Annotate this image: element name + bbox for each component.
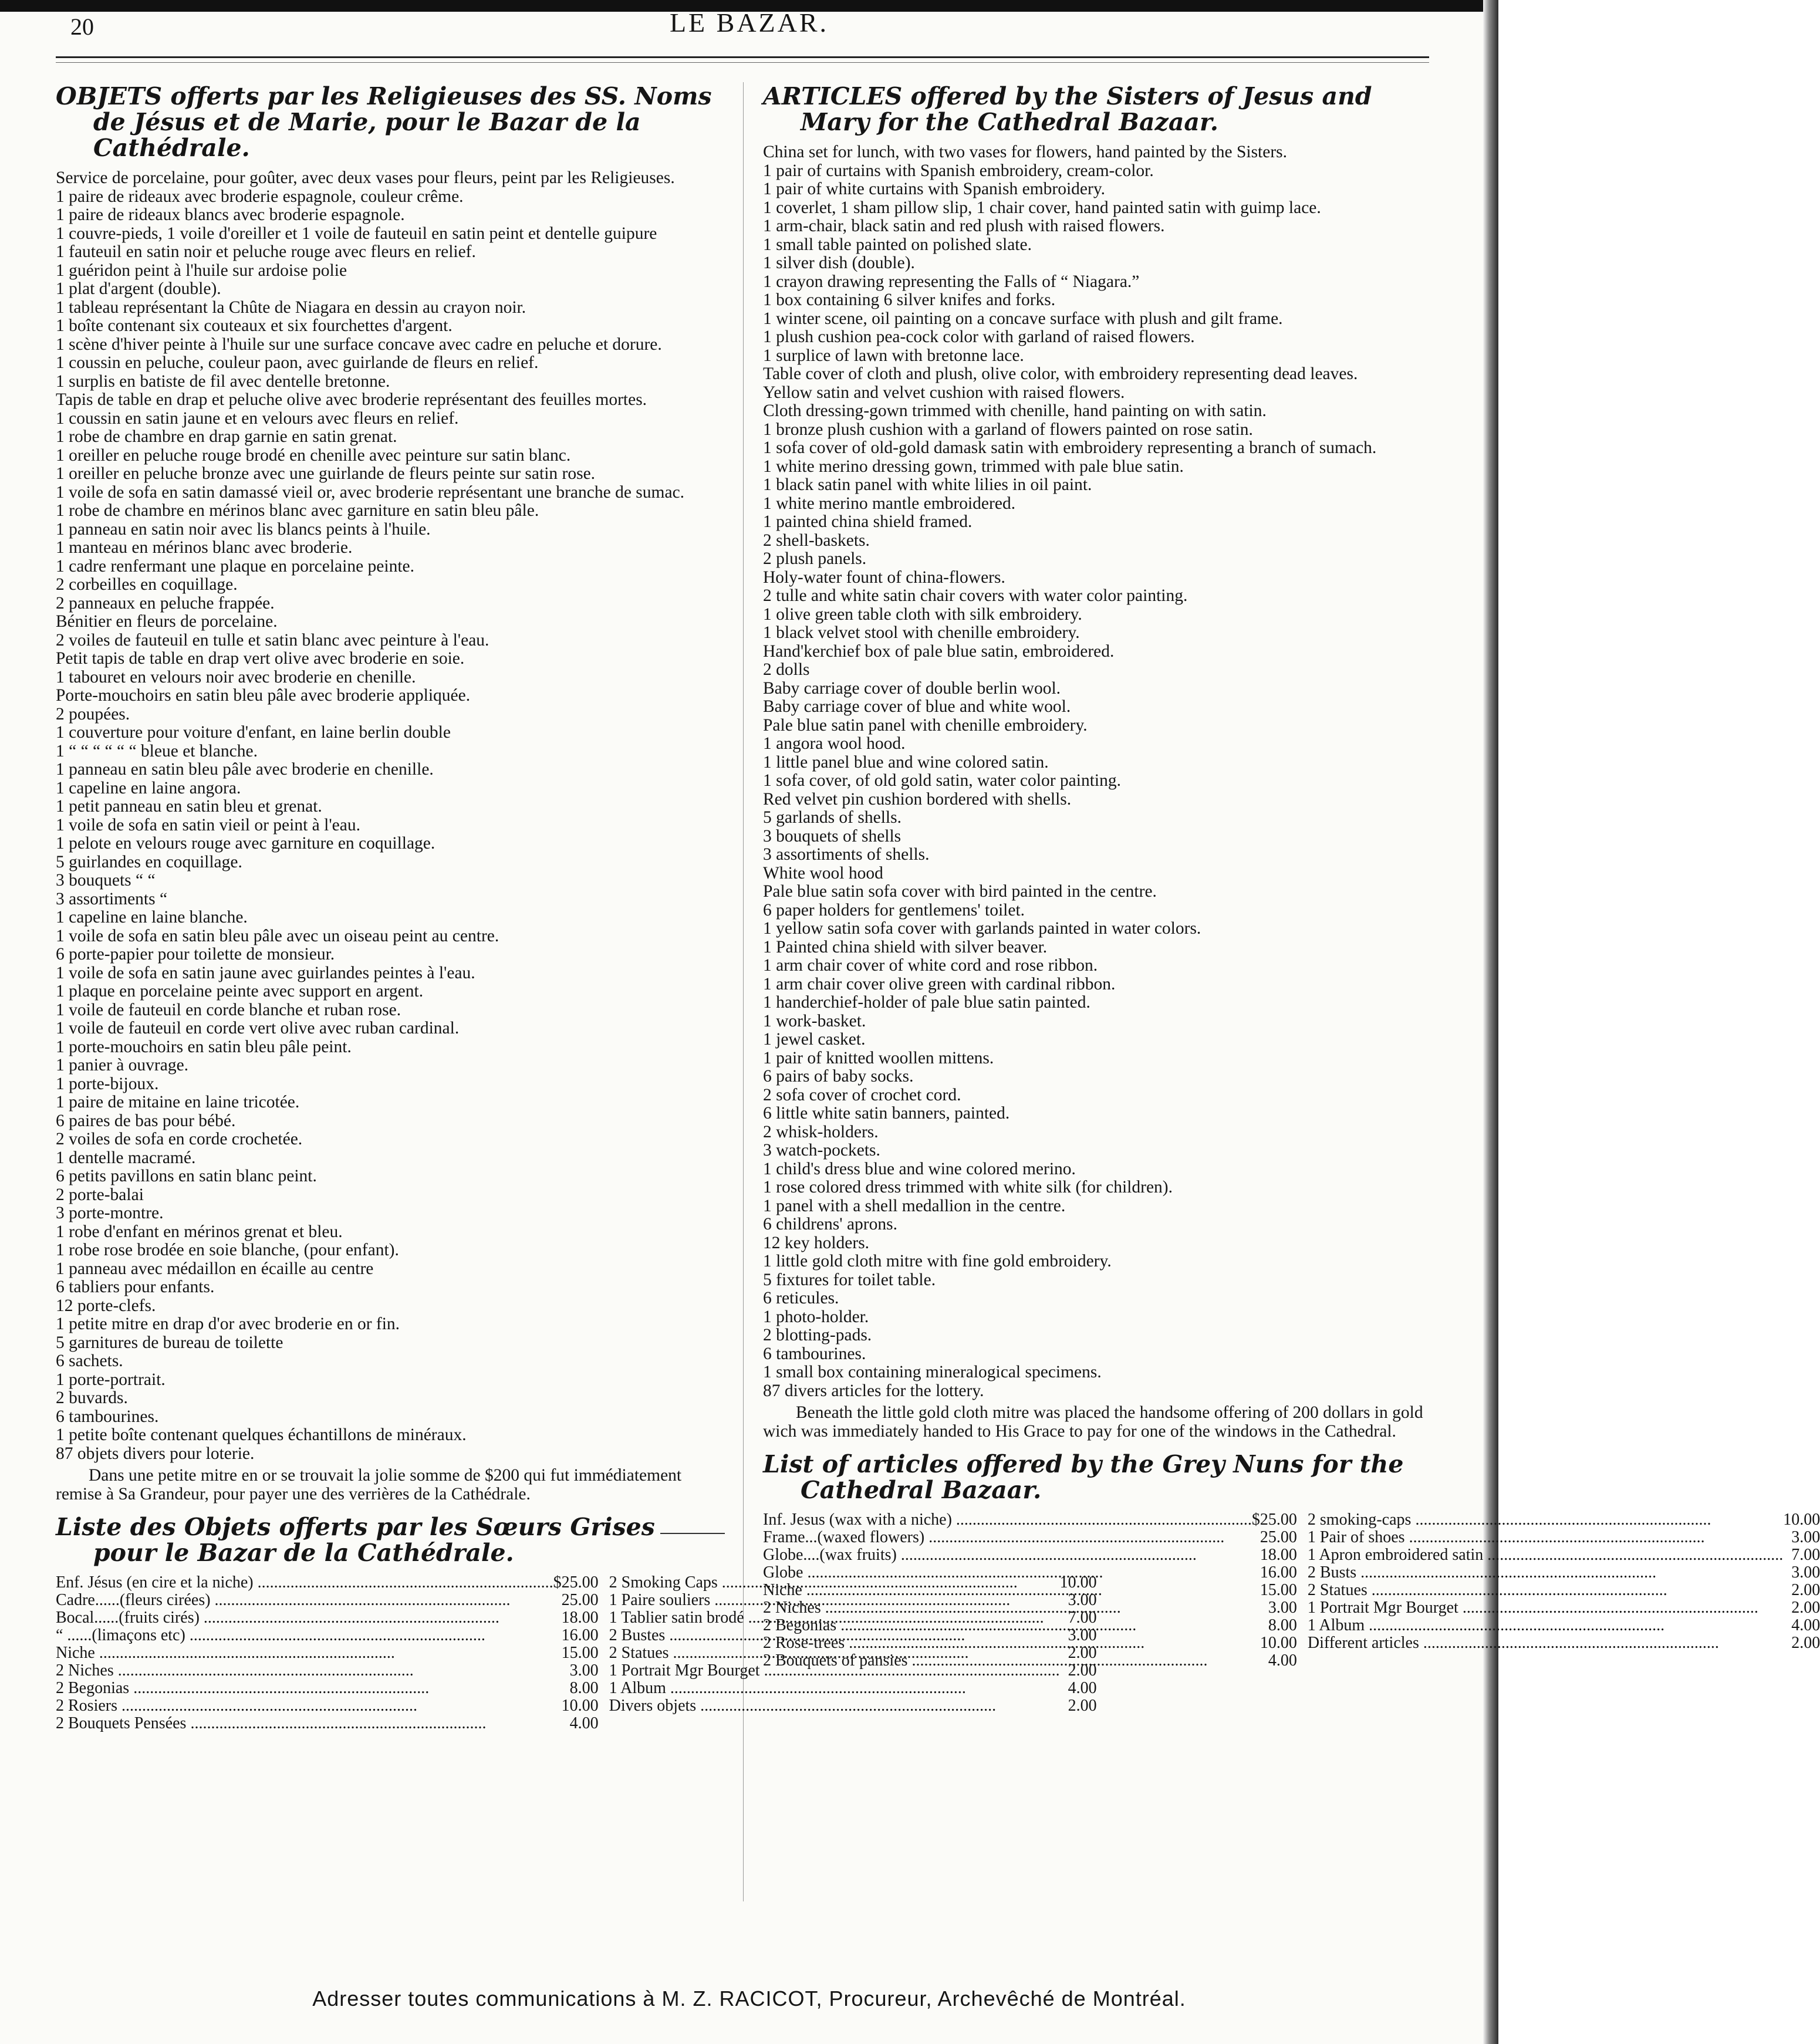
price-amount: 4.00: [569, 1714, 599, 1732]
list-item: 3 watch-pockets.: [763, 1141, 880, 1160]
list-item: 1 couvre-pieds, 1 voile d'oreiller et 1 voile de fauteuil en satin peint et dentelle guipure: [56, 224, 657, 243]
price-item-label: 2 Rosiers .....: [56, 1697, 553, 1715]
price-amount: 4.00: [1268, 1651, 1297, 1670]
price-amount: 7.00: [1791, 1546, 1820, 1564]
list-item: Service de porcelaine, pour goûter, avec deux vases pour fleurs, peint par les Religieuses.: [56, 168, 675, 187]
list-item: 1 jewel casket.: [763, 1030, 866, 1049]
price-row: [56, 1680, 1097, 1697]
price-amount: 2.00: [1791, 1634, 1820, 1652]
list-item: 2 corbeilles en coquillage.: [56, 575, 238, 594]
list-item: 6 childrens' aprons.: [763, 1215, 897, 1234]
list-item: 1 robe de chambre en mérinos blanc avec garniture en satin bleu pâle.: [56, 501, 539, 520]
list-item: 2 sofa cover of crochet cord.: [763, 1085, 961, 1104]
list-item: 1 box containing 6 silver knifes and forks.: [763, 290, 1056, 309]
price-item-label: Globe....(wax fruits) .....: [763, 1546, 1252, 1564]
list-item: 1 “ “ “ “ “ “ bleue et blanche.: [56, 741, 258, 761]
price-item-label: 2 Statues .....: [609, 1644, 1060, 1662]
price-amount: 2.00: [1068, 1644, 1097, 1662]
list-item: 1 surplice of lawn with bretonne lace.: [763, 346, 1024, 365]
price-amount: 8.00: [569, 1679, 599, 1697]
list-item: 3 assortiments “: [56, 889, 168, 908]
page-edge-shadow: [1483, 0, 1498, 2044]
price-item-label: 1 Portrait Mgr Bourget .....: [609, 1662, 1060, 1680]
price-item-label: Frame...(waxed flowers) .....: [763, 1529, 1252, 1546]
price-item-label: Divers objets .....: [609, 1697, 1060, 1715]
list-item: 2 shell-baskets.: [763, 531, 870, 550]
price-item-label: “ ......(limaçons etc) .....: [56, 1627, 553, 1644]
list-item: 1 voile de fauteuil en corde vert olive avec ruban cardinal.: [56, 1019, 460, 1038]
list-item: 1 handerchief-holder of pale blue satin painted.: [763, 993, 1090, 1012]
list-item: 5 guirlandes en coquillage.: [56, 852, 242, 871]
list-item: White wool hood: [763, 863, 883, 883]
list-item: Pale blue satin sofa cover with bird painted in the centre.: [763, 882, 1157, 901]
list-item: 1 arm chair cover olive green with cardinal ribbon.: [763, 974, 1116, 994]
price-amount: 2.00: [1068, 1697, 1097, 1715]
list-item: 1 arm-chair, black satin and red plush with raised flowers.: [763, 217, 1165, 235]
list-item: 1 voile de sofa en satin jaune avec guirlandes peintes à l'eau.: [56, 963, 475, 982]
list-item: 1 coussin en satin jaune et en velours avec fleurs en relief.: [56, 408, 459, 428]
list-item: 2 voiles de fauteuil en tulle et satin blanc avec peinture à l'eau.: [56, 630, 489, 650]
list-item: 1 pair of curtains with Spanish embroidery, cream-color.: [763, 161, 1154, 180]
price-amount: $25.00: [553, 1573, 599, 1592]
list-item: 2 porte-balai: [56, 1185, 144, 1204]
price-item-label: 2 Bouquets Pensées .....: [56, 1715, 553, 1732]
list-item: 1 arm chair cover of white cord and rose ribbon.: [763, 956, 1098, 975]
price-item-label: Cadre......(fleurs cirées) .....: [56, 1592, 553, 1609]
list-item: 2 panneaux en peluche frappée.: [56, 593, 275, 613]
page-number: 20: [70, 13, 94, 40]
price-item-label: Niche .....: [763, 1582, 1252, 1599]
list-item: 1 capeline en laine blanche.: [56, 908, 248, 927]
list-item: 1 boîte contenant six couteaux et six fourchettes d'argent.: [56, 316, 453, 335]
price-amount: 7.00: [1068, 1609, 1097, 1627]
list-item: 1 voile de sofa en satin damassé vieil or, avec broderie représentant une branche de sumac.: [56, 482, 685, 502]
list-item: 1 sofa cover, of old gold satin, water color painting.: [763, 771, 1121, 790]
price-row: [56, 1697, 1097, 1715]
list-item: 2 tulle and white satin chair covers with water color painting.: [763, 586, 1188, 605]
list-item: 1 yellow satin sofa cover with garlands painted in water colors.: [763, 919, 1201, 938]
right-item-list: [763, 143, 1429, 1400]
price-amount: 18.00: [561, 1609, 599, 1627]
list-item: Holy-water fount of china-flowers.: [763, 567, 1005, 587]
list-item: 3 assortiments of shells.: [763, 845, 930, 864]
list-item: 2 buvards.: [56, 1388, 128, 1407]
price-row: [763, 1599, 1820, 1617]
list-item: 1 manteau en mérinos blanc avec broderie.: [56, 538, 353, 557]
price-row: [763, 1511, 1820, 1529]
price-item-label: 2 Begonias .....: [763, 1617, 1252, 1634]
price-row: [763, 1617, 1820, 1634]
price-amount: 10.00: [1260, 1634, 1297, 1652]
list-item: Baby carriage cover of double berlin wool.: [763, 678, 1061, 698]
footer-address: Adresser toutes communications à M. Z. RACICOT, Procureur, Archevêché de Montréal.: [312, 1986, 1186, 2011]
list-item: 1 paire de rideaux avec broderie espagnole, couleur crême.: [56, 187, 464, 206]
list-item: Baby carriage cover of blue and white wool.: [763, 697, 1071, 716]
list-item: 5 fixtures for toilet table.: [763, 1270, 936, 1289]
list-item: 1 porte-mouchoirs en satin bleu pâle peint.: [56, 1037, 352, 1056]
list-item: 2 whisk-holders.: [763, 1122, 879, 1141]
price-amount: 2.00: [1068, 1661, 1097, 1680]
price-item-label: Inf. Jesus (wax with a niche) .....: [763, 1511, 1252, 1529]
list-item: Table cover of cloth and plush, olive color, with embroidery representing dead leaves.: [763, 364, 1358, 383]
list-item: 1 robe rose brodée en soie blanche, (pour enfant).: [56, 1241, 399, 1259]
left-note: Dans une petite mitre en or se trouvait la jolie somme de $200 qui fut immédiatement remise à Sa Grandeur, pour payer une des verrières de la Cathédrale.: [56, 1466, 682, 1504]
list-item: 1 olive green table cloth with silk embroidery.: [763, 604, 1082, 624]
price-amount: 4.00: [1791, 1616, 1820, 1634]
list-item: 1 voile de fauteuil en corde blanche et ruban rose.: [56, 1000, 401, 1019]
price-item-label: Niche .....: [56, 1644, 553, 1662]
list-item: 1 painted china shield framed.: [763, 512, 973, 531]
right-heading-grey-nuns: List of articles offered by the Grey Nuns for the Cathedral Bazaar.: [763, 1450, 1404, 1504]
list-item: 6 pairs of baby socks.: [763, 1067, 914, 1086]
list-item: China set for lunch, with two vases for flowers, hand painted by the Sisters.: [763, 143, 1288, 161]
list-item: 1 dentelle macramé.: [56, 1148, 196, 1167]
list-item: 1 cadre renfermant une plaque en porcelaine peinte.: [56, 556, 414, 576]
price-item-label: 2 Bouquets of pansies .....: [763, 1652, 1252, 1670]
list-item: 12 porte-clefs.: [56, 1296, 156, 1315]
list-item: 1 white merino dressing gown, trimmed with pale blue satin.: [763, 457, 1184, 476]
list-item: 1 panier à ouvrage.: [56, 1056, 189, 1075]
list-item: Red velvet pin cushion bordered with shells.: [763, 789, 1072, 809]
price-row: [763, 1546, 1820, 1564]
list-item: Cloth dressing-gown trimmed with chenille, hand painting on with satin.: [763, 401, 1267, 420]
price-amount: 25.00: [561, 1591, 599, 1609]
list-item: 6 sachets.: [56, 1352, 123, 1370]
list-item: 87 objets divers pour loterie.: [56, 1444, 255, 1463]
list-item: 1 plaque en porcelaine peinte avec support en argent.: [56, 982, 424, 1001]
list-item: 1 capeline en laine angora.: [56, 778, 241, 798]
list-item: 6 reticules.: [763, 1289, 839, 1308]
list-item: 1 small box containing mineralogical specimens.: [763, 1363, 1102, 1381]
list-item: 2 poupées.: [56, 704, 130, 724]
price-amount: 3.00: [569, 1661, 599, 1680]
price-row: [763, 1634, 1820, 1652]
list-item: Petit tapis de table en drap vert olive avec broderie en soie.: [56, 649, 465, 668]
list-item: 1 couverture pour voiture d'enfant, en laine berlin double: [56, 723, 451, 742]
list-item: 2 plush panels.: [763, 549, 867, 568]
list-item: 1 robe de chambre en drap garnie en satin grenat.: [56, 427, 397, 446]
price-item-label: 2 Rose-trees .....: [763, 1634, 1252, 1652]
price-amount: 3.00: [1068, 1626, 1097, 1644]
price-item-label: Globe .....: [763, 1564, 1252, 1582]
price-row: [56, 1715, 1097, 1732]
list-item: 1 child's dress blue and wine colored merino.: [763, 1159, 1076, 1178]
list-item: 1 pair of white curtains with Spanish embroidery.: [763, 180, 1106, 198]
list-item: 1 coussin en peluche, couleur paon, avec guirlande de fleurs en relief.: [56, 353, 539, 372]
list-item: 1 bronze plush cushion with a garland of flowers painted on rose satin.: [763, 420, 1253, 439]
header-rule-thin: [56, 62, 1429, 63]
list-item: 1 porte-bijoux.: [56, 1074, 159, 1093]
price-item-label: Bocal......(fruits cirés) .....: [56, 1609, 553, 1627]
list-item: 1 rose colored dress trimmed with white silk (for children).: [763, 1178, 1173, 1197]
price-amount: 15.00: [561, 1644, 599, 1662]
list-item: 1 petite mitre en drap d'or avec broderie en or fin.: [56, 1315, 400, 1333]
list-item: Hand'kerchief box of pale blue satin, embroidered.: [763, 641, 1115, 661]
price-item-label: 2 Niches .....: [56, 1662, 553, 1680]
list-item: 1 guéridon peint à l'huile sur ardoise polie: [56, 261, 347, 280]
list-item: 1 surplis en batiste de fil avec dentelle bretonne.: [56, 371, 390, 391]
header-rule: [56, 56, 1429, 58]
list-item: 6 paires de bas pour bébé.: [56, 1111, 236, 1130]
list-item: Yellow satin and velvet cushion with raised flowers.: [763, 383, 1125, 402]
list-item: 1 voile de sofa en satin vieil or peint à l'eau.: [56, 815, 360, 835]
list-item: 1 porte-portrait.: [56, 1370, 166, 1389]
right-heading-sisters: ARTICLES offered by the Sisters of Jesus and Mary for the Cathedral Bazaar.: [763, 82, 1372, 136]
price-item-label: 1 Paire souliers .....: [609, 1592, 1060, 1609]
price-item-label: 1 Pair of shoes .....: [1308, 1529, 1783, 1546]
list-item: 1 plush cushion pea-cock color with garland of raised flowers.: [763, 327, 1195, 346]
list-item: 1 black satin panel with white lilies in oil paint.: [763, 475, 1092, 494]
list-item: Porte-mouchoirs en satin bleu pâle avec broderie appliquée.: [56, 686, 471, 705]
list-item: 1 small table painted on polished slate.: [763, 235, 1032, 254]
price-amount: 8.00: [1268, 1616, 1297, 1634]
list-item: 5 garnitures de bureau de toilette: [56, 1333, 283, 1352]
price-item-label: 1 Apron embroidered satin .....: [1308, 1546, 1783, 1564]
price-item-label: 2 Statues .....: [1308, 1582, 1783, 1599]
list-item: 1 angora wool hood.: [763, 734, 906, 753]
list-item: 1 coverlet, 1 sham pillow slip, 1 chair cover, hand painted satin with guimp lace.: [763, 198, 1321, 217]
list-item: 1 black velvet stool with chenille embroidery.: [763, 623, 1080, 642]
list-item: 1 robe d'enfant en mérinos grenat et bleu.: [56, 1222, 343, 1241]
list-item: 1 plat d'argent (double).: [56, 279, 221, 298]
price-item-label: 1 Album .....: [1308, 1617, 1783, 1634]
price-item-label: 2 Niches .....: [763, 1599, 1252, 1617]
price-item-label: 1 Portrait Mgr Bourget .....: [1308, 1599, 1783, 1617]
list-item: 2 dolls: [763, 660, 810, 679]
list-item: 1 oreiller en peluche bronze avec une guirlande de fleurs peinte sur satin rose.: [56, 464, 596, 483]
list-item: 1 panneau en satin noir avec lis blancs peints à l'huile.: [56, 519, 431, 539]
list-item: 1 Painted china shield with silver beaver.: [763, 937, 1048, 957]
list-item: 1 paire de rideaux blancs avec broderie espagnole.: [56, 205, 405, 224]
price-item-label: 2 Begonias .....: [56, 1680, 553, 1697]
list-item: 6 petits pavillons en satin blanc peint.: [56, 1167, 317, 1185]
price-item-label: 2 smoking-caps .....: [1308, 1511, 1783, 1529]
list-item: 1 winter scene, oil painting on a concave surface with plush and gilt frame.: [763, 309, 1283, 328]
price-amount: 2.00: [1791, 1581, 1820, 1599]
price-amount: 2.00: [1791, 1599, 1820, 1617]
list-item: Bénitier en fleurs de porcelaine.: [56, 612, 278, 631]
left-item-list: [56, 169, 725, 1463]
list-item: 1 oreiller en peluche rouge brodé en chenille avec peinture sur satin blanc.: [56, 445, 571, 465]
list-item: 2 blotting-pads.: [763, 1326, 872, 1344]
price-row: [763, 1652, 1820, 1670]
list-item: Pale blue satin panel with chenille embroidery.: [763, 715, 1088, 735]
price-amount: 3.00: [1068, 1591, 1097, 1609]
list-item: 1 little gold cloth mitre with fine gold embroidery.: [763, 1252, 1112, 1271]
list-item: 6 paper holders for gentlemens' toilet.: [763, 900, 1025, 920]
list-item: 1 silver dish (double).: [763, 254, 915, 272]
list-item: 1 panneau avec médaillon en écaille au centre: [56, 1259, 374, 1278]
list-item: 1 white merino mantle embroidered.: [763, 494, 1016, 513]
list-item: 1 scène d'hiver peinte à l'huile sur une surface concave avec cadre en peluche et dorure.: [56, 335, 662, 354]
price-amount: 10.00: [1059, 1573, 1097, 1592]
price-amount: 3.00: [1791, 1563, 1820, 1582]
list-item: 2 voiles de sofa en corde crochetée.: [56, 1130, 303, 1148]
price-item-label: 1 Album .....: [609, 1680, 1060, 1697]
list-item: 3 bouquets of shells: [763, 826, 901, 846]
list-item: Tapis de table en drap et peluche olive avec broderie représentant des feuilles mortes.: [56, 390, 647, 409]
list-item: 1 photo-holder.: [763, 1307, 869, 1326]
price-amount: 16.00: [561, 1626, 599, 1644]
price-item-label: 2 Bustes .....: [609, 1627, 1060, 1644]
price-item-label: Enf. Jésus (en cire et la niche) .....: [56, 1574, 553, 1592]
list-item: 1 tableau représentant la Chûte de Niagara en dessin au crayon noir.: [56, 298, 526, 317]
price-amount: 10.00: [1783, 1511, 1820, 1529]
price-item-label: 1 Tablier satin brodé .....: [609, 1609, 1060, 1627]
left-heading-soeurs-grises: Liste des Objets offerts par les Sœurs Grises pour le Bazar de la Cathédrale.: [56, 1513, 655, 1567]
list-item: 5 garlands of shells.: [763, 808, 901, 827]
price-row: [763, 1529, 1820, 1546]
list-item: 6 tambourines.: [56, 1407, 159, 1426]
price-amount: 15.00: [1260, 1581, 1297, 1599]
list-item: 87 divers articles for the lottery.: [763, 1381, 984, 1400]
list-item: 3 porte-montre.: [56, 1204, 164, 1222]
list-item: 1 petit panneau en satin bleu et grenat.: [56, 797, 322, 816]
price-item-label: Different articles .....: [1308, 1634, 1783, 1652]
list-item: 1 voile de sofa en satin bleu pâle avec un oiseau peint au centre.: [56, 926, 499, 945]
list-item: 6 tabliers pour enfants.: [56, 1278, 215, 1296]
list-item: 1 tabouret en velours noir avec broderie en chenille.: [56, 667, 416, 687]
list-item: 1 paire de mitaine en laine tricotée.: [56, 1093, 300, 1111]
list-item: 1 pelote en velours rouge avec garniture en coquillage.: [56, 834, 435, 853]
list-item: 6 little white satin banners, painted.: [763, 1104, 1010, 1123]
price-amount: 16.00: [1260, 1563, 1297, 1582]
list-item: 1 work-basket.: [763, 1011, 866, 1031]
right-note: Beneath the little gold cloth mitre was placed the handsome offering of 200 dollars in gold wich was immediately handed to His Grace to pay for one of the windows in the Cathedral.: [763, 1403, 1423, 1441]
list-item: 6 tambourines.: [763, 1344, 866, 1363]
list-item: 1 petite boîte contenant quelques échantillons de minéraux.: [56, 1425, 467, 1444]
list-item: 1 little panel blue and wine colored satin.: [763, 752, 1049, 772]
right-price-table: [763, 1511, 1820, 1670]
left-heading-religieuses: OBJETS offerts par les Religieuses des SS. Noms de Jésus et de Marie, pour le Bazar de la Cathédrale.: [56, 82, 712, 162]
price-amount: 10.00: [561, 1697, 599, 1715]
list-item: 1 panel with a shell medallion in the centre.: [763, 1196, 1066, 1215]
list-item: 12 key holders.: [763, 1233, 870, 1252]
price-amount: 18.00: [1260, 1546, 1297, 1564]
price-amount: 4.00: [1068, 1679, 1097, 1697]
price-item-label: 2 Smoking Caps .....: [609, 1574, 1060, 1592]
list-item: 1 crayon drawing representing the Falls of “ Niagara.”: [763, 272, 1140, 291]
price-row: [763, 1564, 1820, 1582]
list-item: 1 sofa cover of old-gold damask satin with embroidery representing a branch of sumach.: [763, 438, 1377, 457]
price-amount: 3.00: [1268, 1599, 1297, 1617]
list-item: 1 panneau en satin bleu pâle avec broderie en chenille.: [56, 760, 434, 779]
price-amount: 25.00: [1260, 1528, 1297, 1546]
list-item: 1 pair of knitted woollen mittens.: [763, 1048, 994, 1067]
price-amount: $25.00: [1251, 1511, 1297, 1529]
price-amount: 3.00: [1791, 1528, 1820, 1546]
list-item: 6 porte-papier pour toilette de monsieur.: [56, 945, 335, 964]
running-title: LE BAZAR.: [669, 8, 829, 38]
list-item: 3 bouquets “ “: [56, 871, 156, 890]
price-row: [763, 1582, 1820, 1599]
list-item: 1 fauteuil en satin noir et peluche rouge avec fleurs en relief.: [56, 242, 476, 261]
price-item-label: 2 Busts .....: [1308, 1564, 1783, 1582]
right-column: [763, 82, 1820, 1670]
